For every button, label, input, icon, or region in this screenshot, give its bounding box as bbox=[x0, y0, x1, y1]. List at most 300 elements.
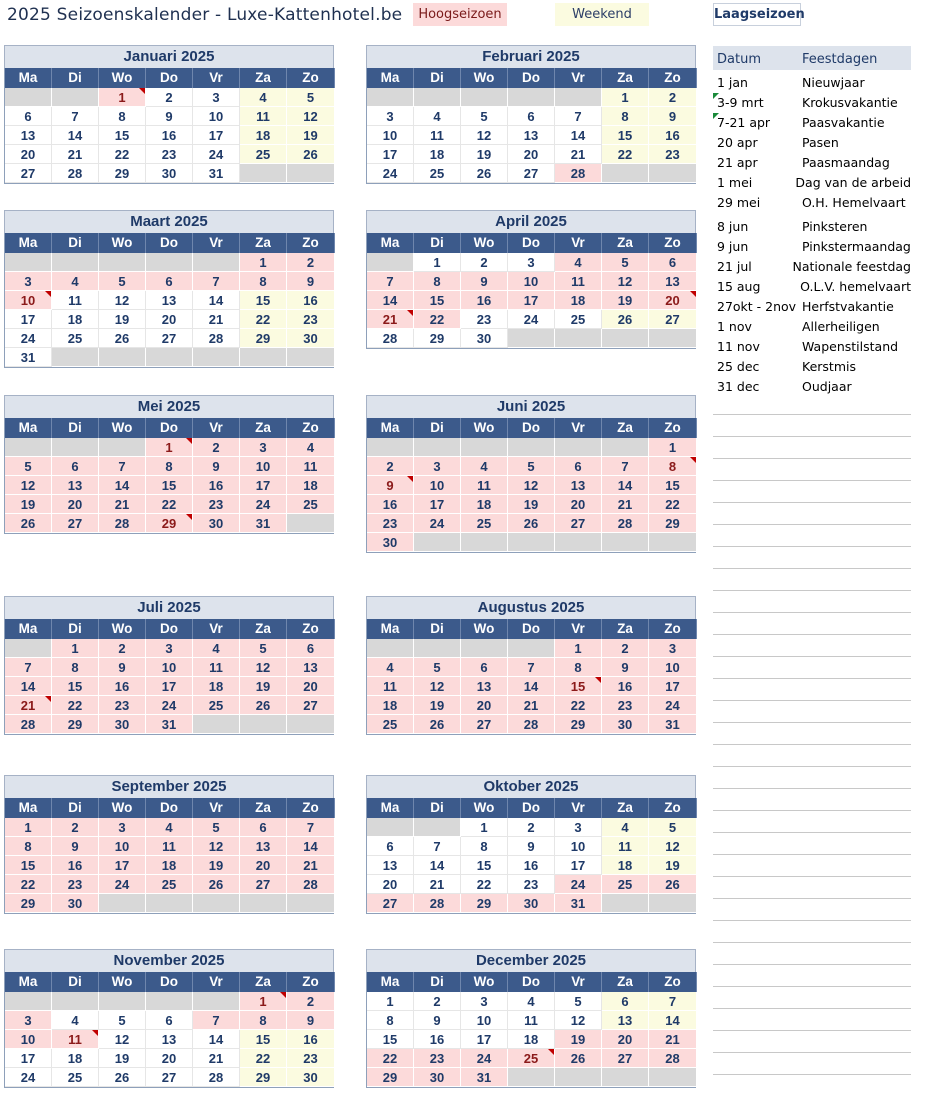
day-cell[interactable]: 6 bbox=[287, 639, 335, 658]
day-cell[interactable]: 16 bbox=[99, 677, 146, 696]
day-cell[interactable]: 27 bbox=[602, 1049, 649, 1068]
day-cell[interactable]: 21 bbox=[52, 145, 99, 164]
day-cell[interactable]: 20 bbox=[146, 310, 193, 329]
day-cell[interactable]: 6 bbox=[52, 457, 99, 476]
day-cell[interactable]: 30 bbox=[52, 894, 99, 913]
day-cell[interactable]: 28 bbox=[602, 514, 649, 533]
day-cell[interactable]: 29 bbox=[555, 715, 602, 734]
day-cell[interactable]: 25 bbox=[287, 495, 335, 514]
day-cell[interactable]: 4 bbox=[461, 457, 508, 476]
day-cell[interactable]: 5 bbox=[240, 639, 287, 658]
day-cell[interactable]: 13 bbox=[367, 856, 414, 875]
day-cell[interactable]: 30 bbox=[287, 1068, 335, 1087]
day-cell[interactable]: 20 bbox=[52, 495, 99, 514]
day-cell[interactable]: 25 bbox=[240, 145, 287, 164]
day-cell[interactable]: 11 bbox=[240, 107, 287, 126]
day-cell[interactable]: 29 bbox=[367, 1068, 414, 1087]
day-cell[interactable]: 22 bbox=[99, 145, 146, 164]
day-cell[interactable]: 30 bbox=[99, 715, 146, 734]
day-cell[interactable]: 22 bbox=[146, 495, 193, 514]
day-cell[interactable]: 7 bbox=[193, 272, 240, 291]
day-cell[interactable]: 20 bbox=[146, 1049, 193, 1068]
day-cell[interactable]: 17 bbox=[555, 856, 602, 875]
day-cell[interactable]: 25 bbox=[508, 1049, 555, 1068]
day-cell[interactable]: 9 bbox=[414, 1011, 461, 1030]
day-cell[interactable]: 18 bbox=[508, 1030, 555, 1049]
day-cell[interactable]: 13 bbox=[52, 476, 99, 495]
day-cell[interactable]: 12 bbox=[461, 126, 508, 145]
day-cell[interactable]: 11 bbox=[367, 677, 414, 696]
day-cell[interactable]: 15 bbox=[240, 1030, 287, 1049]
day-cell[interactable]: 25 bbox=[367, 715, 414, 734]
day-cell[interactable]: 27 bbox=[649, 310, 697, 329]
day-cell[interactable]: 15 bbox=[5, 856, 52, 875]
day-cell[interactable]: 10 bbox=[649, 658, 697, 677]
day-cell[interactable]: 16 bbox=[52, 856, 99, 875]
day-cell[interactable]: 11 bbox=[508, 1011, 555, 1030]
day-cell[interactable]: 27 bbox=[555, 514, 602, 533]
day-cell[interactable]: 14 bbox=[287, 837, 335, 856]
day-cell[interactable]: 31 bbox=[461, 1068, 508, 1087]
day-cell[interactable]: 4 bbox=[52, 1011, 99, 1030]
day-cell[interactable]: 4 bbox=[146, 818, 193, 837]
day-cell[interactable]: 10 bbox=[508, 272, 555, 291]
day-cell[interactable]: 15 bbox=[649, 476, 697, 495]
day-cell[interactable]: 5 bbox=[555, 992, 602, 1011]
day-cell[interactable]: 17 bbox=[240, 476, 287, 495]
day-cell[interactable]: 17 bbox=[193, 126, 240, 145]
day-cell[interactable]: 5 bbox=[193, 818, 240, 837]
day-cell[interactable]: 18 bbox=[52, 310, 99, 329]
day-cell[interactable]: 26 bbox=[508, 514, 555, 533]
day-cell[interactable]: 31 bbox=[146, 715, 193, 734]
day-cell[interactable]: 11 bbox=[287, 457, 335, 476]
day-cell[interactable]: 13 bbox=[287, 658, 335, 677]
day-cell[interactable]: 26 bbox=[5, 514, 52, 533]
day-cell[interactable]: 8 bbox=[461, 837, 508, 856]
day-cell[interactable]: 22 bbox=[461, 875, 508, 894]
day-cell[interactable]: 14 bbox=[602, 476, 649, 495]
day-cell[interactable]: 26 bbox=[555, 1049, 602, 1068]
day-cell[interactable]: 2 bbox=[287, 253, 335, 272]
day-cell[interactable]: 1 bbox=[99, 88, 146, 107]
day-cell[interactable]: 28 bbox=[193, 1068, 240, 1087]
day-cell[interactable]: 9 bbox=[602, 658, 649, 677]
day-cell[interactable]: 13 bbox=[461, 677, 508, 696]
day-cell[interactable]: 27 bbox=[508, 164, 555, 183]
day-cell[interactable]: 2 bbox=[146, 88, 193, 107]
day-cell[interactable]: 5 bbox=[461, 107, 508, 126]
day-cell[interactable]: 2 bbox=[367, 457, 414, 476]
day-cell[interactable]: 3 bbox=[508, 253, 555, 272]
day-cell[interactable]: 23 bbox=[649, 145, 697, 164]
day-cell[interactable]: 1 bbox=[146, 438, 193, 457]
day-cell[interactable]: 29 bbox=[146, 514, 193, 533]
day-cell[interactable]: 4 bbox=[193, 639, 240, 658]
day-cell[interactable]: 7 bbox=[414, 837, 461, 856]
day-cell[interactable]: 29 bbox=[461, 894, 508, 913]
day-cell[interactable]: 13 bbox=[5, 126, 52, 145]
day-cell[interactable]: 24 bbox=[5, 1068, 52, 1087]
day-cell[interactable]: 6 bbox=[367, 837, 414, 856]
day-cell[interactable]: 24 bbox=[414, 514, 461, 533]
day-cell[interactable]: 17 bbox=[99, 856, 146, 875]
day-cell[interactable]: 21 bbox=[508, 696, 555, 715]
day-cell[interactable]: 7 bbox=[193, 1011, 240, 1030]
day-cell[interactable]: 25 bbox=[414, 164, 461, 183]
day-cell[interactable]: 9 bbox=[287, 272, 335, 291]
day-cell[interactable]: 2 bbox=[52, 818, 99, 837]
day-cell[interactable]: 12 bbox=[99, 291, 146, 310]
day-cell[interactable]: 20 bbox=[602, 1030, 649, 1049]
day-cell[interactable]: 18 bbox=[52, 1049, 99, 1068]
day-cell[interactable]: 19 bbox=[555, 1030, 602, 1049]
day-cell[interactable]: 23 bbox=[146, 145, 193, 164]
day-cell[interactable]: 29 bbox=[52, 715, 99, 734]
day-cell[interactable]: 7 bbox=[5, 658, 52, 677]
day-cell[interactable]: 11 bbox=[555, 272, 602, 291]
day-cell[interactable]: 19 bbox=[649, 856, 697, 875]
day-cell[interactable]: 25 bbox=[146, 875, 193, 894]
day-cell[interactable]: 22 bbox=[555, 696, 602, 715]
day-cell[interactable]: 31 bbox=[193, 164, 240, 183]
day-cell[interactable]: 9 bbox=[146, 107, 193, 126]
day-cell[interactable]: 9 bbox=[52, 837, 99, 856]
day-cell[interactable]: 1 bbox=[555, 639, 602, 658]
day-cell[interactable]: 6 bbox=[146, 1011, 193, 1030]
day-cell[interactable]: 25 bbox=[602, 875, 649, 894]
day-cell[interactable]: 15 bbox=[555, 677, 602, 696]
day-cell[interactable]: 31 bbox=[555, 894, 602, 913]
day-cell[interactable]: 7 bbox=[555, 107, 602, 126]
day-cell[interactable]: 22 bbox=[367, 1049, 414, 1068]
day-cell[interactable]: 23 bbox=[99, 696, 146, 715]
day-cell[interactable]: 17 bbox=[5, 310, 52, 329]
day-cell[interactable]: 22 bbox=[240, 1049, 287, 1068]
day-cell[interactable]: 25 bbox=[193, 696, 240, 715]
day-cell[interactable]: 20 bbox=[555, 495, 602, 514]
day-cell[interactable]: 23 bbox=[508, 875, 555, 894]
day-cell[interactable]: 24 bbox=[367, 164, 414, 183]
day-cell[interactable]: 3 bbox=[5, 1011, 52, 1030]
day-cell[interactable]: 19 bbox=[240, 677, 287, 696]
day-cell[interactable]: 24 bbox=[240, 495, 287, 514]
day-cell[interactable]: 10 bbox=[5, 291, 52, 310]
day-cell[interactable]: 19 bbox=[99, 310, 146, 329]
day-cell[interactable]: 2 bbox=[414, 992, 461, 1011]
day-cell[interactable]: 24 bbox=[555, 875, 602, 894]
day-cell[interactable]: 15 bbox=[146, 476, 193, 495]
day-cell[interactable]: 27 bbox=[461, 715, 508, 734]
day-cell[interactable]: 4 bbox=[240, 88, 287, 107]
day-cell[interactable]: 24 bbox=[461, 1049, 508, 1068]
day-cell[interactable]: 6 bbox=[146, 272, 193, 291]
day-cell[interactable]: 15 bbox=[461, 856, 508, 875]
day-cell[interactable]: 15 bbox=[414, 291, 461, 310]
day-cell[interactable]: 19 bbox=[193, 856, 240, 875]
day-cell[interactable]: 4 bbox=[508, 992, 555, 1011]
day-cell[interactable]: 20 bbox=[461, 696, 508, 715]
day-cell[interactable]: 8 bbox=[99, 107, 146, 126]
day-cell[interactable]: 28 bbox=[649, 1049, 697, 1068]
day-cell[interactable]: 19 bbox=[461, 145, 508, 164]
day-cell[interactable]: 1 bbox=[649, 438, 697, 457]
day-cell[interactable]: 30 bbox=[287, 329, 335, 348]
day-cell[interactable]: 22 bbox=[602, 145, 649, 164]
day-cell[interactable]: 29 bbox=[5, 894, 52, 913]
day-cell[interactable]: 13 bbox=[146, 291, 193, 310]
day-cell[interactable]: 10 bbox=[240, 457, 287, 476]
day-cell[interactable]: 5 bbox=[99, 272, 146, 291]
day-cell[interactable]: 4 bbox=[287, 438, 335, 457]
day-cell[interactable]: 19 bbox=[287, 126, 335, 145]
day-cell[interactable]: 17 bbox=[508, 291, 555, 310]
day-cell[interactable]: 15 bbox=[99, 126, 146, 145]
day-cell[interactable]: 16 bbox=[287, 291, 335, 310]
day-cell[interactable]: 28 bbox=[193, 329, 240, 348]
day-cell[interactable]: 14 bbox=[649, 1011, 697, 1030]
day-cell[interactable]: 25 bbox=[461, 514, 508, 533]
day-cell[interactable]: 3 bbox=[99, 818, 146, 837]
day-cell[interactable]: 12 bbox=[555, 1011, 602, 1030]
day-cell[interactable]: 5 bbox=[99, 1011, 146, 1030]
day-cell[interactable]: 7 bbox=[649, 992, 697, 1011]
day-cell[interactable]: 2 bbox=[287, 992, 335, 1011]
day-cell[interactable]: 19 bbox=[99, 1049, 146, 1068]
day-cell[interactable]: 9 bbox=[649, 107, 697, 126]
day-cell[interactable]: 3 bbox=[5, 272, 52, 291]
day-cell[interactable]: 24 bbox=[5, 329, 52, 348]
day-cell[interactable]: 10 bbox=[461, 1011, 508, 1030]
day-cell[interactable]: 15 bbox=[602, 126, 649, 145]
day-cell[interactable]: 27 bbox=[52, 514, 99, 533]
day-cell[interactable]: 2 bbox=[508, 818, 555, 837]
day-cell[interactable]: 31 bbox=[5, 348, 52, 367]
day-cell[interactable]: 26 bbox=[99, 329, 146, 348]
day-cell[interactable]: 28 bbox=[99, 514, 146, 533]
day-cell[interactable]: 16 bbox=[146, 126, 193, 145]
day-cell[interactable]: 2 bbox=[649, 88, 697, 107]
day-cell[interactable]: 22 bbox=[649, 495, 697, 514]
day-cell[interactable]: 28 bbox=[287, 875, 335, 894]
day-cell[interactable]: 12 bbox=[602, 272, 649, 291]
day-cell[interactable]: 25 bbox=[52, 329, 99, 348]
day-cell[interactable]: 20 bbox=[5, 145, 52, 164]
day-cell[interactable]: 7 bbox=[602, 457, 649, 476]
day-cell[interactable]: 27 bbox=[287, 696, 335, 715]
day-cell[interactable]: 23 bbox=[52, 875, 99, 894]
day-cell[interactable]: 17 bbox=[414, 495, 461, 514]
day-cell[interactable]: 6 bbox=[240, 818, 287, 837]
day-cell[interactable]: 18 bbox=[461, 495, 508, 514]
day-cell[interactable]: 3 bbox=[414, 457, 461, 476]
day-cell[interactable]: 28 bbox=[555, 164, 602, 183]
day-cell[interactable]: 5 bbox=[602, 253, 649, 272]
day-cell[interactable]: 10 bbox=[193, 107, 240, 126]
day-cell[interactable]: 20 bbox=[649, 291, 697, 310]
day-cell[interactable]: 1 bbox=[5, 818, 52, 837]
day-cell[interactable]: 16 bbox=[649, 126, 697, 145]
day-cell[interactable]: 26 bbox=[99, 1068, 146, 1087]
day-cell[interactable]: 3 bbox=[240, 438, 287, 457]
day-cell[interactable]: 21 bbox=[602, 495, 649, 514]
day-cell[interactable]: 1 bbox=[52, 639, 99, 658]
day-cell[interactable]: 28 bbox=[52, 164, 99, 183]
day-cell[interactable]: 19 bbox=[602, 291, 649, 310]
day-cell[interactable]: 2 bbox=[602, 639, 649, 658]
day-cell[interactable]: 6 bbox=[649, 253, 697, 272]
day-cell[interactable]: 27 bbox=[5, 164, 52, 183]
day-cell[interactable]: 9 bbox=[461, 272, 508, 291]
day-cell[interactable]: 22 bbox=[240, 310, 287, 329]
day-cell[interactable]: 6 bbox=[508, 107, 555, 126]
day-cell[interactable]: 22 bbox=[52, 696, 99, 715]
day-cell[interactable]: 4 bbox=[602, 818, 649, 837]
day-cell[interactable]: 4 bbox=[52, 272, 99, 291]
day-cell[interactable]: 30 bbox=[146, 164, 193, 183]
day-cell[interactable]: 24 bbox=[649, 696, 697, 715]
day-cell[interactable]: 20 bbox=[287, 677, 335, 696]
day-cell[interactable]: 8 bbox=[146, 457, 193, 476]
day-cell[interactable]: 25 bbox=[52, 1068, 99, 1087]
day-cell[interactable]: 1 bbox=[240, 992, 287, 1011]
day-cell[interactable]: 5 bbox=[649, 818, 697, 837]
day-cell[interactable]: 1 bbox=[414, 253, 461, 272]
day-cell[interactable]: 11 bbox=[602, 837, 649, 856]
day-cell[interactable]: 11 bbox=[52, 1030, 99, 1049]
day-cell[interactable]: 21 bbox=[193, 310, 240, 329]
day-cell[interactable]: 16 bbox=[461, 291, 508, 310]
day-cell[interactable]: 27 bbox=[240, 875, 287, 894]
day-cell[interactable]: 18 bbox=[193, 677, 240, 696]
day-cell[interactable]: 8 bbox=[649, 457, 697, 476]
day-cell[interactable]: 6 bbox=[5, 107, 52, 126]
day-cell[interactable]: 26 bbox=[287, 145, 335, 164]
day-cell[interactable]: 18 bbox=[146, 856, 193, 875]
day-cell[interactable]: 8 bbox=[414, 272, 461, 291]
day-cell[interactable]: 17 bbox=[5, 1049, 52, 1068]
day-cell[interactable]: 15 bbox=[240, 291, 287, 310]
day-cell[interactable]: 23 bbox=[287, 1049, 335, 1068]
day-cell[interactable]: 12 bbox=[5, 476, 52, 495]
day-cell[interactable]: 9 bbox=[287, 1011, 335, 1030]
day-cell[interactable]: 31 bbox=[649, 715, 697, 734]
day-cell[interactable]: 17 bbox=[146, 677, 193, 696]
day-cell[interactable]: 24 bbox=[146, 696, 193, 715]
day-cell[interactable]: 2 bbox=[99, 639, 146, 658]
day-cell[interactable]: 22 bbox=[414, 310, 461, 329]
day-cell[interactable]: 15 bbox=[52, 677, 99, 696]
day-cell[interactable]: 14 bbox=[99, 476, 146, 495]
day-cell[interactable]: 26 bbox=[414, 715, 461, 734]
day-cell[interactable]: 9 bbox=[193, 457, 240, 476]
day-cell[interactable]: 14 bbox=[193, 1030, 240, 1049]
day-cell[interactable]: 5 bbox=[414, 658, 461, 677]
day-cell[interactable]: 12 bbox=[414, 677, 461, 696]
day-cell[interactable]: 18 bbox=[240, 126, 287, 145]
day-cell[interactable]: 10 bbox=[5, 1030, 52, 1049]
day-cell[interactable]: 4 bbox=[367, 658, 414, 677]
day-cell[interactable]: 27 bbox=[146, 329, 193, 348]
day-cell[interactable]: 8 bbox=[240, 272, 287, 291]
day-cell[interactable]: 24 bbox=[99, 875, 146, 894]
day-cell[interactable]: 13 bbox=[146, 1030, 193, 1049]
day-cell[interactable]: 8 bbox=[602, 107, 649, 126]
day-cell[interactable]: 10 bbox=[414, 476, 461, 495]
day-cell[interactable]: 3 bbox=[193, 88, 240, 107]
day-cell[interactable]: 17 bbox=[367, 145, 414, 164]
day-cell[interactable]: 12 bbox=[287, 107, 335, 126]
day-cell[interactable]: 31 bbox=[240, 514, 287, 533]
day-cell[interactable]: 14 bbox=[193, 291, 240, 310]
day-cell[interactable]: 14 bbox=[5, 677, 52, 696]
day-cell[interactable]: 17 bbox=[461, 1030, 508, 1049]
day-cell[interactable]: 7 bbox=[367, 272, 414, 291]
day-cell[interactable]: 10 bbox=[146, 658, 193, 677]
day-cell[interactable]: 26 bbox=[193, 875, 240, 894]
day-cell[interactable]: 10 bbox=[99, 837, 146, 856]
day-cell[interactable]: 28 bbox=[508, 715, 555, 734]
day-cell[interactable]: 3 bbox=[555, 818, 602, 837]
day-cell[interactable]: 18 bbox=[555, 291, 602, 310]
day-cell[interactable]: 4 bbox=[555, 253, 602, 272]
day-cell[interactable]: 15 bbox=[367, 1030, 414, 1049]
day-cell[interactable]: 25 bbox=[555, 310, 602, 329]
day-cell[interactable]: 21 bbox=[555, 145, 602, 164]
day-cell[interactable]: 3 bbox=[367, 107, 414, 126]
day-cell[interactable]: 11 bbox=[146, 837, 193, 856]
day-cell[interactable]: 30 bbox=[461, 329, 508, 348]
day-cell[interactable]: 7 bbox=[99, 457, 146, 476]
day-cell[interactable]: 23 bbox=[287, 310, 335, 329]
day-cell[interactable]: 6 bbox=[602, 992, 649, 1011]
day-cell[interactable]: 10 bbox=[555, 837, 602, 856]
day-cell[interactable]: 12 bbox=[240, 658, 287, 677]
day-cell[interactable]: 7 bbox=[508, 658, 555, 677]
day-cell[interactable]: 19 bbox=[414, 696, 461, 715]
day-cell[interactable]: 1 bbox=[461, 818, 508, 837]
day-cell[interactable]: 13 bbox=[602, 1011, 649, 1030]
day-cell[interactable]: 26 bbox=[240, 696, 287, 715]
day-cell[interactable]: 5 bbox=[508, 457, 555, 476]
day-cell[interactable]: 6 bbox=[461, 658, 508, 677]
day-cell[interactable]: 29 bbox=[649, 514, 697, 533]
day-cell[interactable]: 13 bbox=[555, 476, 602, 495]
day-cell[interactable]: 14 bbox=[52, 126, 99, 145]
day-cell[interactable]: 30 bbox=[367, 533, 414, 552]
day-cell[interactable]: 10 bbox=[367, 126, 414, 145]
day-cell[interactable]: 30 bbox=[602, 715, 649, 734]
day-cell[interactable]: 23 bbox=[193, 495, 240, 514]
day-cell[interactable]: 20 bbox=[508, 145, 555, 164]
day-cell[interactable]: 19 bbox=[5, 495, 52, 514]
day-cell[interactable]: 12 bbox=[193, 837, 240, 856]
day-cell[interactable]: 2 bbox=[461, 253, 508, 272]
day-cell[interactable]: 1 bbox=[240, 253, 287, 272]
day-cell[interactable]: 23 bbox=[414, 1049, 461, 1068]
day-cell[interactable]: 20 bbox=[240, 856, 287, 875]
day-cell[interactable]: 30 bbox=[193, 514, 240, 533]
day-cell[interactable]: 5 bbox=[5, 457, 52, 476]
day-cell[interactable]: 23 bbox=[461, 310, 508, 329]
day-cell[interactable]: 24 bbox=[193, 145, 240, 164]
day-cell[interactable]: 27 bbox=[367, 894, 414, 913]
day-cell[interactable]: 4 bbox=[414, 107, 461, 126]
day-cell[interactable]: 27 bbox=[146, 1068, 193, 1087]
day-cell[interactable]: 1 bbox=[367, 992, 414, 1011]
day-cell[interactable]: 13 bbox=[240, 837, 287, 856]
day-cell[interactable]: 26 bbox=[649, 875, 697, 894]
